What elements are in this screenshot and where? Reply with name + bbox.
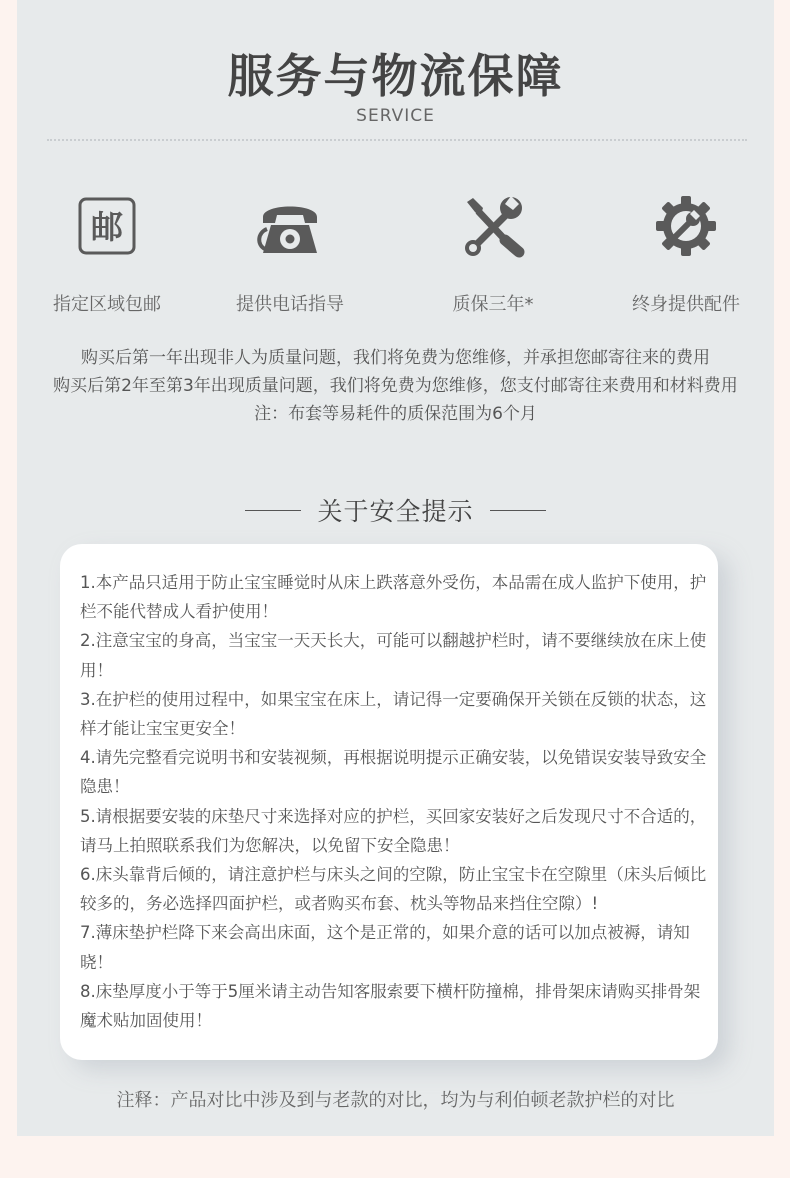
safety-heading bbox=[17, 492, 774, 528]
service-item-lifetime-parts bbox=[596, 190, 776, 316]
safety-tip: 5.请根据要安装的床垫尺寸来选择对应的护栏，买回家安装好之后发现尺寸不合适的，请马上拍照联系我们为您解决，以免留下安全隐患！ bbox=[80, 806, 707, 855]
warranty-text bbox=[17, 344, 774, 428]
heading-rule-right bbox=[490, 510, 546, 511]
service-label: 提供电话指导 bbox=[236, 294, 344, 315]
wrench-screwdriver-icon bbox=[461, 194, 525, 258]
safety-tip: 7.薄床垫护栏降下来会高出床面，这个是正常的，如果介意的话可以加点被褥，请知晓！ bbox=[80, 923, 690, 972]
service-item-warranty bbox=[403, 190, 583, 316]
service-item-phone-guide bbox=[200, 190, 380, 316]
warranty-line: 注：布套等易耗件的质保范围为6个月 bbox=[254, 404, 537, 424]
warranty-line: 购买后第一年出现非人为质量问题，我们将免费为您维修，并承担您邮寄往来的费用 bbox=[81, 348, 710, 368]
safety-heading-text: 关于安全提示 bbox=[317, 497, 474, 526]
dotted-divider bbox=[47, 139, 747, 141]
safety-tip: 4.请先完整看完说明书和安装视频，再根据说明提示正确安装，以免错误安装导致安全隐患！ bbox=[80, 748, 707, 797]
service-item-free-shipping bbox=[17, 190, 197, 316]
service-label: 质保三年* bbox=[452, 294, 534, 315]
service-label: 终身提供配件 bbox=[632, 294, 740, 315]
safety-tip: 1.本产品只适用于防止宝宝睡觉时从床上跌落意外受伤，本品需在成人监护下使用，护栏不能代替成人看护使用！ bbox=[80, 573, 707, 622]
telephone-icon bbox=[257, 195, 323, 257]
safety-tip: 8.床垫厚度小于等于5厘米请主动告知客服索要下横杆防撞棉，排骨架床请购买排骨架魔术贴加固使用！ bbox=[80, 981, 701, 1031]
service-label: 指定区域包邮 bbox=[53, 294, 161, 315]
safety-tips-card bbox=[60, 544, 718, 1060]
safety-tip: 6.床头靠背后倾的，请注意护栏与床头之间的空隙，防止宝宝卡在空隙里（床头后倾比较多的，务必选择四面护栏，或者购买布套、枕头等物品来挡住空隙）! bbox=[80, 865, 707, 914]
gear-wrench-icon bbox=[654, 194, 718, 258]
page-title: 服务与物流保障 bbox=[227, 49, 564, 103]
safety-tips-list bbox=[80, 568, 710, 1035]
service-panel bbox=[17, 0, 774, 1136]
heading-rule-left bbox=[245, 510, 301, 511]
mail-stamp-icon bbox=[77, 196, 137, 256]
warranty-line: 购买后第2年至第3年出现质量问题，我们将免费为您维修，您支付邮寄往来费用和材料费用 bbox=[53, 376, 738, 396]
safety-tip: 2.注意宝宝的身高，当宝宝一天天长大，可能可以翻越护栏时，请不要继续放在床上使用！ bbox=[80, 631, 707, 680]
safety-tip: 3.在护栏的使用过程中，如果宝宝在床上，请记得一定要确保开关锁在反锁的状态，这样才能让宝宝更安全！ bbox=[80, 689, 707, 739]
svg-text:邮: 邮 bbox=[90, 208, 124, 246]
page-subtitle: SERVICE bbox=[356, 106, 435, 126]
footer-note: 注释：产品对比中涉及到与老款的对比，均为与利伯顿老款护栏的对比 bbox=[116, 1090, 675, 1111]
